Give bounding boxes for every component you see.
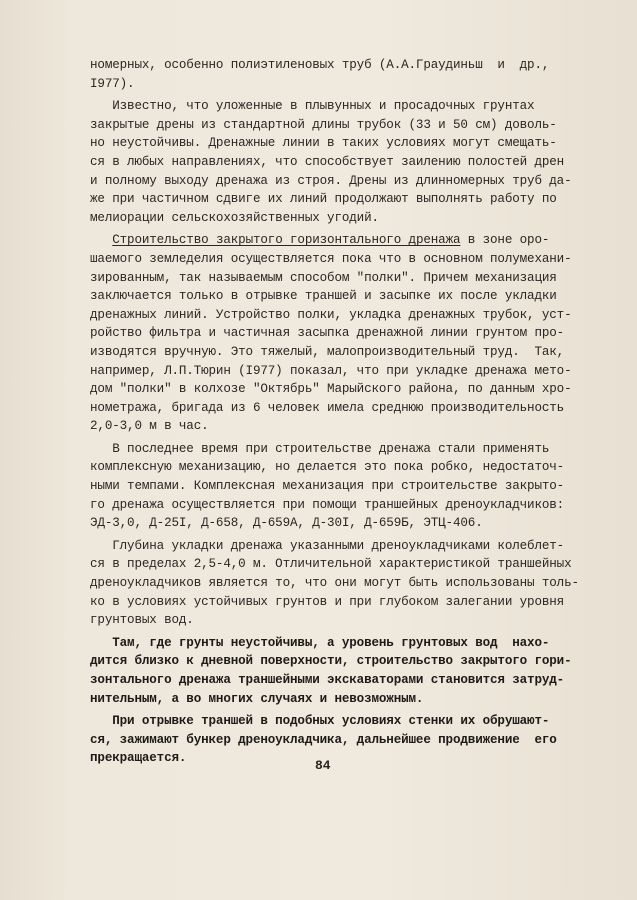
text-line-rest: в зоне оро- (460, 233, 550, 248)
paragraph (90, 440, 590, 533)
text-line: шаемого земледелия осуществляется пока что в основном полумехани- (90, 251, 572, 266)
text-line: закрытые дрены из стандартной длины трубок (33 и 50 см) доволь- (90, 117, 557, 132)
paragraph (90, 231, 590, 436)
paragraph-gap (90, 768, 590, 772)
text-line: го дренажа осуществляется при помощи траншейных дреноукладчиков: (90, 497, 565, 512)
text-line: прекращается. (90, 751, 187, 766)
body-text (90, 56, 590, 772)
text-line: ся в пределах 2,5-4,0 м. Отличительной характеристикой траншейных (90, 557, 572, 572)
text-line: номерных, особенно полиэтиленовых труб (А.А.Граудиньш и др., (90, 58, 550, 72)
text-line (90, 231, 590, 250)
page-number: 84 (315, 758, 331, 773)
text-line: ко в условиях устойчивых грунтов и при глубоком залегании уровня (90, 594, 565, 609)
text-line: I977). (90, 76, 135, 91)
text-line: заключается только в отрывке траншей и засыпке их после укладки (90, 289, 557, 304)
text-line: дом "полки" в колхозе "Октябрь" Марыйского района, по данным хро- (90, 382, 572, 397)
text-line: дреноукладчиков является то, что они могут быть использованы толь- (90, 576, 579, 591)
underlined-heading: Строительство закрытого горизонтального дренажа (112, 233, 461, 248)
text-line: 2,0-3,0 м в час. (90, 419, 209, 434)
text-line: ными темпами. Комплексная механизация при строительстве закрыто- (90, 479, 565, 494)
text-line: например, Л.П.Тюрин (I977) показал, что при укладке дренажа мето- (90, 363, 572, 378)
text-line: же при частичном сдвиге их линий продолжают выполнять работу по (90, 192, 557, 207)
text-line: ся, зажимают бункер дреноукладчика, дальнейшее продвижение его (90, 732, 557, 747)
text-line: зированным, так называемым способом "полки". Причем механизация (90, 270, 557, 285)
text-line: нометража, бригада из 6 человек имела среднюю производительность (90, 400, 565, 415)
paragraph (90, 634, 590, 708)
text-line: Известно, что уложенные в плывунных и просадочных грунтах (90, 99, 535, 114)
text-line: дренажных линий. Устройство полки, укладка дренажных трубок, уст- (90, 307, 572, 322)
paragraph (90, 712, 590, 768)
text-line: мелиорации сельскохозяйственных угодий. (90, 210, 379, 225)
text-line: Там, где грунты неустойчивы, а уровень грунтовых вод нахо- (90, 635, 550, 650)
text-line: дится близко к дневной поверхности, строительство закрытого гори- (90, 654, 572, 669)
text-line: грунтовых вод. (90, 613, 194, 628)
text-line: Глубина укладки дренажа указанными дреноукладчиками колеблет- (90, 538, 565, 553)
text-line: комплексную механизацию, но делается это пока робко, недостаточ- (90, 460, 565, 475)
text-line: ЭД-3,0, Д-25I, Д-658, Д-659А, Д-30I, Д-659Б, ЭТЦ-406. (90, 516, 483, 531)
paragraph (90, 537, 590, 630)
text-line: но неустойчивы. Дренажные линии в таких условиях могут смещать- (90, 136, 557, 151)
text-line: зонтального дренажа траншейными экскаваторами становится затруд- (90, 673, 565, 687)
text-line: ройство фильтра и частичная засыпка дренажной линии грунтом про- (90, 326, 565, 341)
text-line: В последнее время при строительстве дренажа стали применять (90, 441, 550, 456)
text-line: нительным, а во многих случаях и невозможным. (90, 691, 424, 706)
paragraph (90, 56, 590, 93)
text-line: изводятся вручную. Это тяжелый, малопроизводительный труд. Так, (90, 344, 565, 359)
text-line: При отрывке траншей в подобных условиях стенки их обрушают- (90, 714, 550, 729)
text-line: ся в любых направлениях, что способствует заилению полостей дрен (90, 154, 565, 169)
paragraph (90, 97, 590, 227)
text-line: и полному выходу дренажа из строя. Дрены из длинномерных труб да- (90, 173, 572, 188)
